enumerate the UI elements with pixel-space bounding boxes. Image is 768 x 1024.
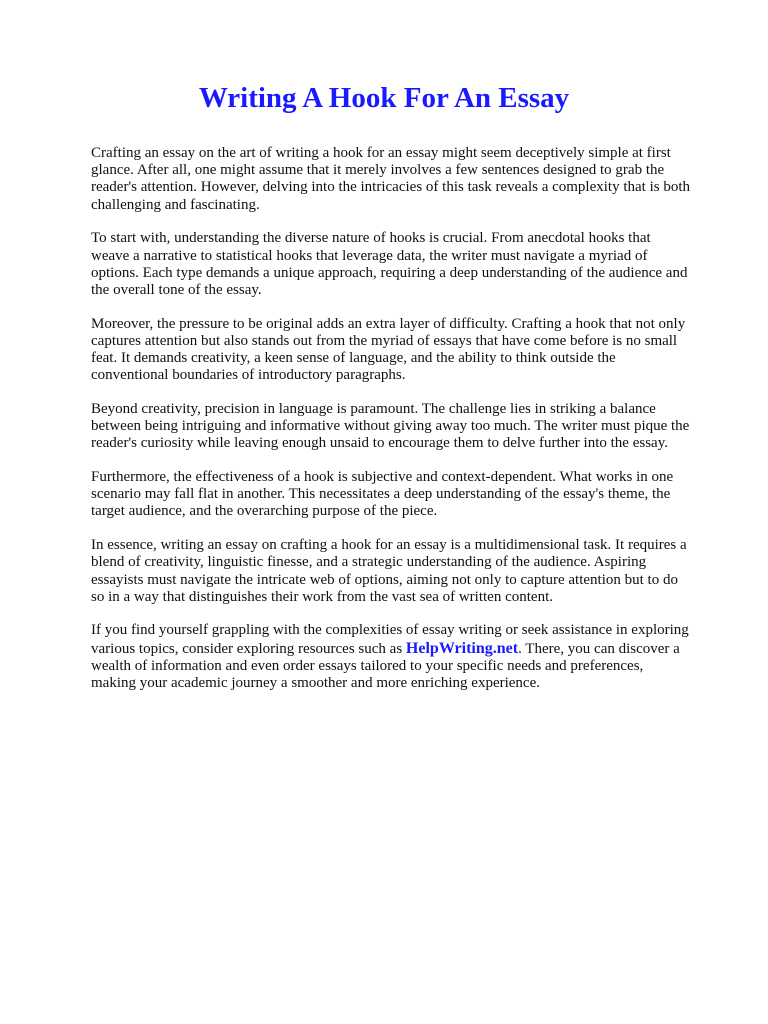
document-body xyxy=(91,145,691,709)
paragraph-2: To start with, understanding the diverse nature of hooks is crucial. From anecdotal hooks that weave a narrative to statistical hooks that leverage data, the writer must navigate a myriad of options. Each type demands a unique approach, requiring a deep understanding of the audience and the overall tone of the essay. xyxy=(91,230,688,298)
document-title: Writing A Hook For An Essay xyxy=(198,82,570,114)
closing-text-before-link: If you find yourself grappling with the complexities of essay writing or seek assistance in exploring various topics, consider exploring resources such as xyxy=(91,622,689,657)
paragraph-3: Moreover, the pressure to be original adds an extra layer of difficulty. Crafting a hook that not only captures attention but also stands out from the myriad of essays that have come before is no small feat. It demands creativity, a keen sense of language, and the ability to think outside the conventional boundaries of introductory paragraphs. xyxy=(91,315,686,384)
paragraph-6: In essence, writing an essay on crafting a hook for an essay is a multidimensional task. It requires a blend of creativity, linguistic finesse, and a strategic understanding of the audience. Aspiring essayists must navigate the intricate web of options, aiming not only to capture attention but to do so in a way that distinguishes their work from the vast sea of written content. xyxy=(91,537,687,605)
closing-paragraph xyxy=(91,622,691,692)
closing-text-after-link: . There, you can discover a wealth of information and even order essays tailored to your specific needs and preferences, making your academic journey a smoother and more enriching experience. xyxy=(91,640,680,692)
helpwriting-link[interactable]: HelpWriting.net xyxy=(405,639,519,657)
paragraph-4: Beyond creativity, precision in language is paramount. The challenge lies in striking a balance between being intriguing and informative without giving away too much. The writer must pique the reader's curiosity while leaving enough unsaid to encourage them to delve further into the essay. xyxy=(91,400,690,452)
paragraph-1: Crafting an essay on the art of writing a hook for an essay might seem deceptively simple at first glance. After all, one might assume that it merely involves a few sentences designed to grab the reader's attention. However, delving into the intricacies of this task reveals a complexity that is both challenging and fascinating. xyxy=(91,145,691,213)
paragraph-5: Furthermore, the effectiveness of a hook is subjective and context-dependent. What works in one scenario may fall flat in another. This necessitates a deep understanding of the essay's theme, the target audience, and the overarching purpose of the piece. xyxy=(91,469,674,520)
